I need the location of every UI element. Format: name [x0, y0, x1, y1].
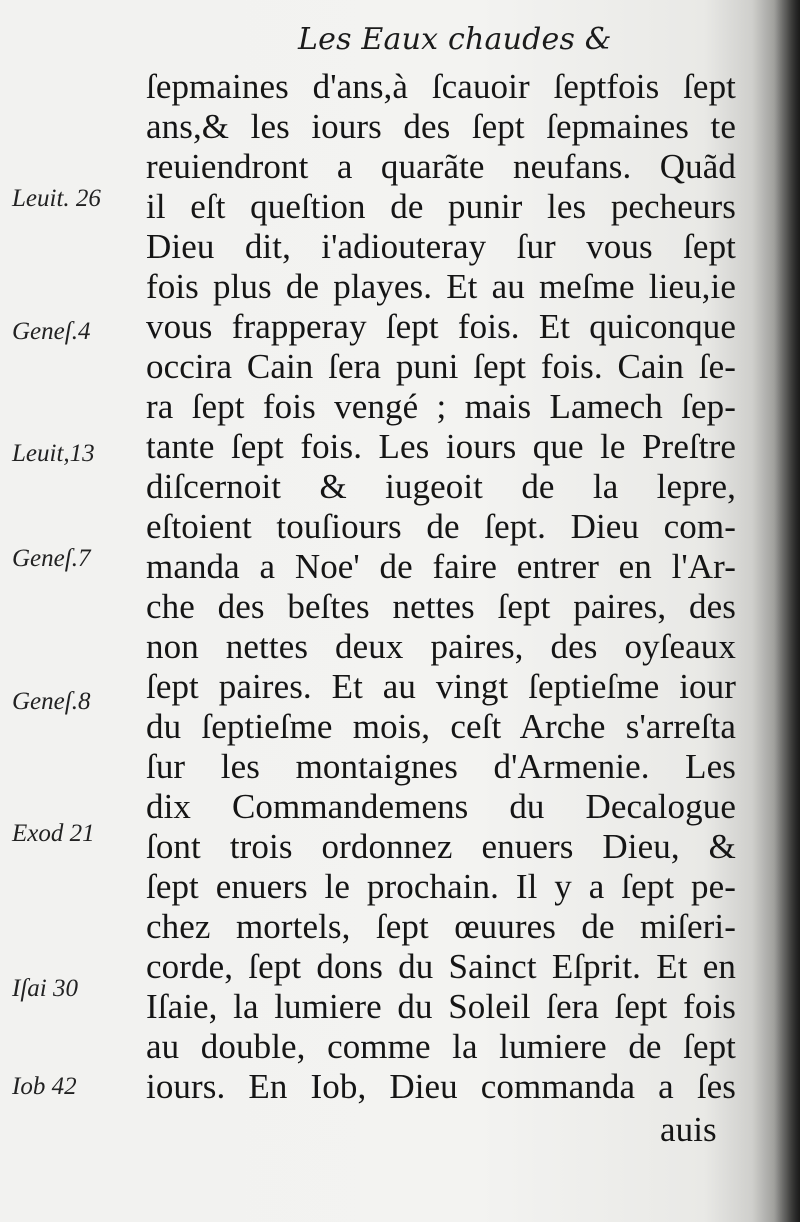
- margin-note: Iob 42: [12, 1073, 77, 1100]
- text-line: ſur les montaignes d'Armenie. Les: [146, 747, 736, 786]
- text-line: iours. En Iob, Dieu commanda a ſes: [146, 1067, 736, 1106]
- page-gutter-shadow: [774, 0, 800, 1222]
- text-line: eſtoient touſiours de ſept. Dieu com-: [146, 507, 736, 546]
- margin-note: Leuit. 26: [12, 185, 101, 212]
- text-line: tante ſept fois. Les iours que le Preſtre: [146, 427, 736, 466]
- text-line: corde, ſept dons du Sainct Eſprit. Et en: [146, 947, 736, 986]
- catchword: auis: [660, 1110, 717, 1149]
- text-line: au double, comme la lumiere de ſept: [146, 1027, 736, 1066]
- margin-note: Iſai 30: [12, 975, 78, 1002]
- text-line: manda a Noe' de faire entrer en l'Ar-: [146, 547, 736, 586]
- text-line: ſont trois ordonnez enuers Dieu, &: [146, 827, 736, 866]
- margin-note: Geneſ.4: [12, 318, 91, 345]
- text-line: diſcernoit & iugeoit de la lepre,: [146, 467, 736, 506]
- text-line: che des beſtes nettes ſept paires, des: [146, 587, 736, 626]
- text-line: fois plus de playes. Et au meſme lieu,ie: [146, 267, 736, 306]
- margin-note: Geneſ.7: [12, 545, 91, 572]
- text-line: Dieu dit, i'adiouteray ſur vous ſept: [146, 227, 736, 266]
- text-line: ra ſept fois vengé ; mais Lamech ſep-: [146, 387, 736, 426]
- text-line: Iſaie, la lumiere du Soleil ſera ſept fois: [146, 987, 736, 1026]
- text-line: occira Cain ſera puni ſept fois. Cain ſe-: [146, 347, 736, 386]
- text-line: chez mortels, ſept œuures de miſeri-: [146, 907, 736, 946]
- margin-note: Geneſ.8: [12, 688, 91, 715]
- text-line: ans,& les iours des ſept ſepmaines te: [146, 107, 736, 146]
- text-line: non nettes deux paires, des oyſeaux: [146, 627, 736, 666]
- running-header: Les Eaux chaudes &: [298, 22, 612, 57]
- text-line: ſepmaines d'ans,à ſcauoir ſeptfois ſept: [146, 67, 736, 106]
- text-line: ſept paires. Et au vingt ſeptieſme iour: [146, 667, 736, 706]
- margin-note: Leuit,13: [12, 440, 95, 467]
- text-line: du ſeptieſme mois, ceſt Arche s'arreſta: [146, 707, 736, 746]
- margin-note: Exod 21: [12, 820, 95, 847]
- text-line: ſept enuers le prochain. Il y a ſept pe-: [146, 867, 736, 906]
- text-line: vous frapperay ſept fois. Et quiconque: [146, 307, 736, 346]
- text-line: reuiendront a quarãte neufans. Quãd: [146, 147, 736, 186]
- text-line: dix Commandemens du Decalogue: [146, 787, 736, 826]
- text-line: il eſt queſtion de punir les pecheurs: [146, 187, 736, 226]
